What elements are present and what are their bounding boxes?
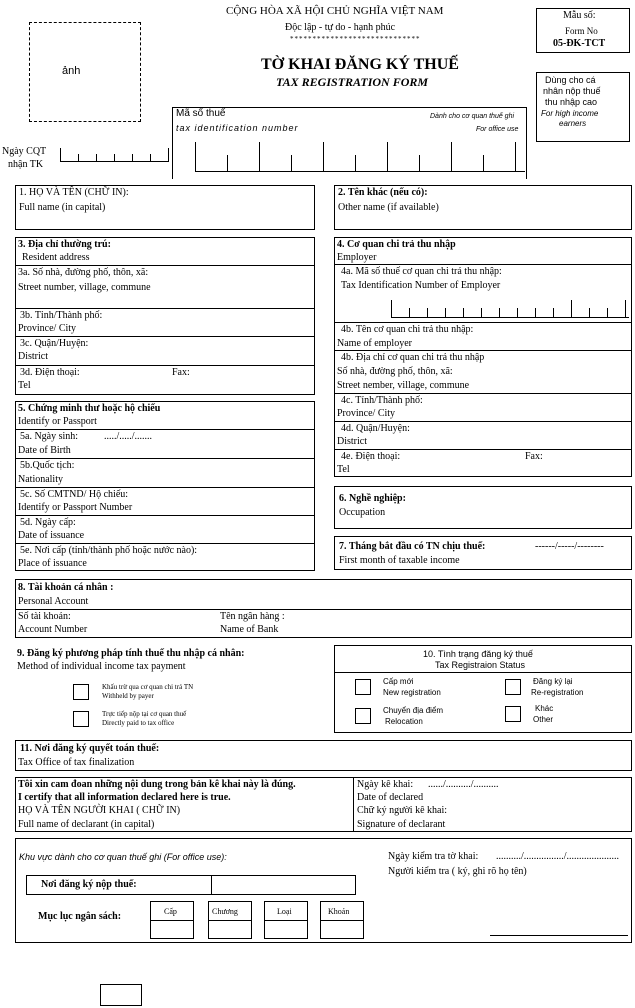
- budget-chuong-label: Chương: [212, 907, 238, 916]
- s8-account-label-en: Account Number: [18, 624, 88, 635]
- s8-account-label-vn: Số tài khoản:: [18, 611, 71, 622]
- budget-khoan-box[interactable]: [320, 901, 364, 939]
- office-use-box: [15, 838, 632, 943]
- digit-cell-divider: [607, 308, 608, 318]
- office-checker-label: Người kiểm tra ( ký, ghi rõ họ tên): [388, 866, 527, 877]
- s10-new-vn: Cấp mới: [383, 677, 414, 686]
- digit-cell-divider: [60, 148, 61, 162]
- office-reg-place-label: Nơi đăng ký nộp thuế:: [41, 879, 137, 890]
- bottom-stamp-box: [100, 984, 142, 1006]
- section-2-other-name[interactable]: [334, 185, 632, 230]
- s1-label-vn: 1. HỌ VÀ TÊN (CHỮ IN):: [19, 187, 129, 198]
- section-3-address: [15, 237, 315, 395]
- photo-box: [29, 22, 141, 122]
- s10-relocation-checkbox[interactable]: [355, 708, 371, 724]
- s7-label-vn: 7. Tháng bắt đầu có TN chịu thuế:: [339, 541, 486, 552]
- s10-label-en: Tax Registraion Status: [435, 660, 526, 670]
- tax-id-cells[interactable]: [195, 142, 525, 172]
- s5d-label-vn: 5d. Ngày cấp:: [20, 517, 76, 528]
- digit-cell-divider: [445, 308, 446, 318]
- side-note-line1: Dùng cho cá: [545, 75, 596, 85]
- s3d-label-en: Tel: [18, 380, 31, 391]
- s10-other-checkbox[interactable]: [505, 706, 521, 722]
- tax-id-label: Mã số thuế: [176, 108, 226, 119]
- s9-option2-en: Directly paid to tax office: [102, 719, 175, 727]
- digit-cell-divider: [553, 308, 554, 318]
- s4b-label-vn: 4b. Tên cơ quan chi trả thu nhập:: [341, 324, 474, 335]
- s4-label-vn: 4. Cơ quan chi trả thu nhập: [337, 239, 456, 250]
- budget-chuong-box[interactable]: [208, 901, 252, 939]
- digit-cell-divider: [589, 308, 590, 318]
- s4-label-en: Employer: [337, 252, 377, 263]
- form-title: TỜ KHAI ĐĂNG KÝ THUẾ: [261, 56, 459, 73]
- side-note-line4: For high income: [541, 109, 599, 118]
- s10-re-vn: Đăng ký lại: [533, 677, 573, 686]
- digit-cell-divider: [391, 300, 392, 318]
- cert-signature-label: Chữ ký người kê khai:: [357, 805, 448, 816]
- digit-cell-divider: [451, 142, 452, 172]
- form-number-box: [536, 8, 630, 53]
- digit-cell-divider: [499, 308, 500, 318]
- s9-option1-checkbox[interactable]: [73, 684, 89, 700]
- s8-bank-label-en: Name of Bank: [220, 624, 279, 635]
- cert-date-en: Date of declared: [357, 792, 424, 803]
- s4c-label-en: Street nember, village, commune: [337, 380, 470, 391]
- digit-cell-divider: [96, 154, 97, 162]
- s3c-label-en: District: [18, 351, 48, 362]
- s3d-label-vn: 3d. Điện thoại:: [20, 367, 80, 378]
- digit-cell-divider: [291, 155, 292, 172]
- office-signature-line: [490, 935, 628, 936]
- digit-cell-divider: [323, 142, 324, 172]
- section-8-account: [15, 579, 632, 638]
- s9-option1-vn: Khấu trừ qua cơ quan chi trả TN: [102, 683, 194, 691]
- photo-label: ảnh: [62, 65, 81, 77]
- s8-label-vn: 8. Tài khoản cá nhân :: [18, 582, 114, 593]
- s5a-label-vn: 5a. Ngày sinh:: [20, 431, 79, 442]
- s3d-fax-label: Fax:: [172, 367, 190, 378]
- side-note-box: [536, 72, 630, 142]
- side-note-line2: nhân nộp thuế: [543, 86, 601, 96]
- digit-cell-divider: [427, 308, 428, 318]
- form-number-code: 05-ĐK-TCT: [553, 38, 606, 49]
- s10-relocation-en: Relocation: [385, 717, 423, 726]
- s10-new-checkbox[interactable]: [355, 679, 371, 695]
- digit-cell-divider: [625, 300, 626, 318]
- digit-cell-divider: [387, 142, 388, 172]
- s10-other-vn: Khác: [535, 704, 554, 713]
- s3c-label-vn: 3c. Quận/Huyện:: [20, 338, 89, 349]
- digit-cell-divider: [419, 155, 420, 172]
- s5b-label-en: Nationality: [18, 474, 63, 485]
- digit-cell-divider: [195, 142, 196, 172]
- section-6-occupation[interactable]: [334, 486, 632, 529]
- form-number-en: Form No: [565, 26, 598, 36]
- s11-label-en: Tax Office of tax finalization: [18, 757, 135, 768]
- s4d-label-en: Province/ City: [337, 408, 396, 419]
- s11-label-vn: 11. Nơi đăng ký quyết toán thuế:: [20, 743, 160, 754]
- cert-text-vn: Tôi xin cam đoan những nội dung trong bản kê khai này là đúng.: [18, 779, 296, 790]
- digit-cell-divider: [150, 154, 151, 162]
- s3-label-en: Resident address: [22, 252, 90, 263]
- republic-title: CỘNG HÒA XÃ HỘI CHỦ NGHĨA VIỆT NAM: [226, 5, 444, 17]
- section-10-status: [334, 645, 632, 733]
- digit-cell-divider: [515, 142, 516, 172]
- office-reg-place-box[interactable]: [26, 875, 356, 895]
- section-4-employer: [334, 237, 632, 477]
- receive-date-label-2: nhận TK: [8, 159, 44, 170]
- s4e-label-vn: 4d. Quận/Huyện:: [341, 423, 410, 434]
- digit-cell-divider: [227, 155, 228, 172]
- office-use-vn: Dành cho cơ quan thuế ghi: [430, 113, 515, 120]
- budget-loai-label: Loại: [277, 907, 292, 916]
- office-budget-label: Mục lục ngân sách:: [38, 911, 122, 922]
- s4f-label-vn: 4e. Điện thoại:: [341, 451, 401, 462]
- s5e-label-en: Place of issuance: [18, 558, 87, 569]
- cert-text-en: I certify that all information declared here is true.: [18, 792, 231, 803]
- s5c-label-vn: 5c. Số CMTND/ Hộ chiếu:: [20, 489, 129, 500]
- form-number-label: Mẫu số:: [563, 10, 596, 21]
- digit-cell-divider: [483, 155, 484, 172]
- cert-signature-en: Signature of declarant: [357, 819, 446, 830]
- s9-option2-vn: Trực tiếp nộp tại cơ quan thuế: [102, 710, 187, 718]
- s3-label-vn: 3. Địa chỉ thường trú:: [18, 239, 111, 250]
- digit-cell-divider: [463, 308, 464, 318]
- digit-cell-divider: [132, 154, 133, 162]
- office-check-date-label: Ngày kiểm tra tờ khai:: [388, 851, 479, 862]
- digit-cell-divider: [259, 142, 260, 172]
- office-check-date-value: ........../................/.....................: [496, 851, 620, 862]
- s10-other-en: Other: [533, 715, 554, 724]
- s10-re-en: Re-registration: [531, 688, 584, 697]
- s7-value: ------/-----/--------: [535, 541, 604, 552]
- s5-label-vn: 5. Chứng minh thư hoặc hộ chiếu: [18, 403, 161, 414]
- form-title-en: TAX REGISTRATION FORM: [276, 75, 429, 89]
- digit-cell-divider: [409, 308, 410, 318]
- s10-re-checkbox[interactable]: [505, 679, 521, 695]
- s5-label-en: Identify or Passport: [18, 416, 97, 427]
- s10-label-vn: 10. Tình trạng đăng ký thuế: [423, 649, 533, 659]
- section-5-id: [15, 401, 315, 571]
- digit-cell-divider: [78, 154, 79, 162]
- digit-cell-divider: [168, 148, 169, 162]
- s7-label-en: First month of taxable income: [339, 555, 460, 566]
- cert-date-label: Ngày kê khai:: [357, 779, 414, 790]
- s9-label-en: Method of individual income tax payment: [17, 661, 186, 672]
- budget-cap-label: Cấp: [164, 907, 177, 916]
- employer-tax-id-cells[interactable]: [391, 300, 629, 318]
- s4a-label-en: Tax Identification Number of Employer: [341, 280, 501, 291]
- certification-box: [15, 777, 632, 832]
- tax-id-label-en: tax identification number: [176, 123, 299, 133]
- motto-stars: *****************************: [290, 35, 421, 43]
- cert-date-value: ....../........../..........: [428, 779, 499, 790]
- s5a-value: ...../...../.......: [104, 431, 153, 442]
- digit-cell-divider: [355, 155, 356, 172]
- s9-label-vn: 9. Đăng ký phương pháp tính thuế thu nhập cá nhân:: [17, 648, 245, 659]
- cert-name-en: Full name of declarant (in capital): [18, 819, 155, 830]
- side-note-line5: earners: [559, 119, 587, 128]
- s6-label-vn: 6. Nghề nghiệp:: [339, 493, 406, 504]
- s3a-label-vn: 3a. Số nhà, đường phố, thôn, xã:: [18, 267, 149, 278]
- s5c-label-en: Identify or Passport Number: [18, 502, 133, 513]
- s2-label-vn: 2. Tên khác (nếu có):: [338, 187, 428, 198]
- s5e-label-vn: 5e. Nơi cấp (tỉnh/thành phố hoặc nước nào):: [20, 545, 198, 556]
- s2-label-en: Other name (if available): [338, 202, 439, 213]
- s9-option1-en: Withheld by payer: [102, 692, 154, 700]
- s3b-label-vn: 3b. Tỉnh/Thành phố:: [20, 310, 103, 321]
- s4c-label-vn2: Số nhà, đường phố, thôn, xã:: [337, 366, 453, 377]
- s1-label-en: Full name (in capital): [19, 202, 106, 213]
- cert-name-vn: HỌ VÀ TÊN NGƯỜI KHAI ( CHỮ IN): [18, 805, 181, 816]
- s10-new-en: New registration: [383, 688, 441, 697]
- section-11-finalization[interactable]: [15, 740, 632, 771]
- digit-cell-divider: [517, 308, 518, 318]
- s8-label-en: Personal Account: [18, 596, 89, 607]
- section-7-first-month[interactable]: [334, 536, 632, 570]
- s4a-label-vn: 4a. Mã số thuế cơ quan chi trả thu nhập:: [341, 266, 502, 277]
- s3b-label-en: Province/ City: [18, 323, 77, 334]
- receive-date-cells[interactable]: [60, 148, 168, 162]
- s4d-label-vn: 4c. Tỉnh/Thành phố:: [341, 395, 423, 406]
- side-note-line3: thu nhập cao: [545, 97, 598, 107]
- s4b-label-en: Name of employer: [337, 338, 412, 349]
- budget-loai-box[interactable]: [264, 901, 308, 939]
- s5d-label-en: Date of issuance: [18, 530, 85, 541]
- budget-cap-box[interactable]: [150, 901, 194, 939]
- digit-cell-divider: [571, 300, 572, 318]
- office-use-en: For office use: [476, 126, 519, 133]
- s10-relocation-vn: Chuyển địa điểm: [383, 706, 444, 715]
- s3a-label-en: Street number, village, commune: [18, 282, 151, 293]
- s4e-label-en: District: [337, 436, 367, 447]
- digit-cell-divider: [114, 154, 115, 162]
- s5b-label-vn: 5b.Quốc tịch:: [20, 460, 75, 471]
- budget-khoan-label: Khoản: [328, 907, 350, 916]
- s5a-label-en: Date of Birth: [18, 445, 71, 456]
- digit-cell-divider: [481, 308, 482, 318]
- office-title: Khu vực dành cho cơ quan thuế ghi (For office use):: [19, 852, 227, 862]
- digit-cell-divider: [535, 308, 536, 318]
- s6-label-en: Occupation: [339, 507, 386, 518]
- s9-option2-checkbox[interactable]: [73, 711, 89, 727]
- s4f-label-en: Tel: [337, 464, 350, 475]
- s8-bank-label-vn: Tên ngân hàng :: [220, 611, 285, 622]
- section-1-fullname[interactable]: [15, 185, 315, 230]
- s4c-label-vn: 4b. Địa chỉ cơ quan chi trả thu nhập: [341, 352, 485, 363]
- s4f-fax-label: Fax:: [525, 451, 543, 462]
- receive-date-label-1: Ngày CQT: [2, 146, 47, 157]
- motto: Độc lập - tự do - hạnh phúc: [285, 22, 396, 33]
